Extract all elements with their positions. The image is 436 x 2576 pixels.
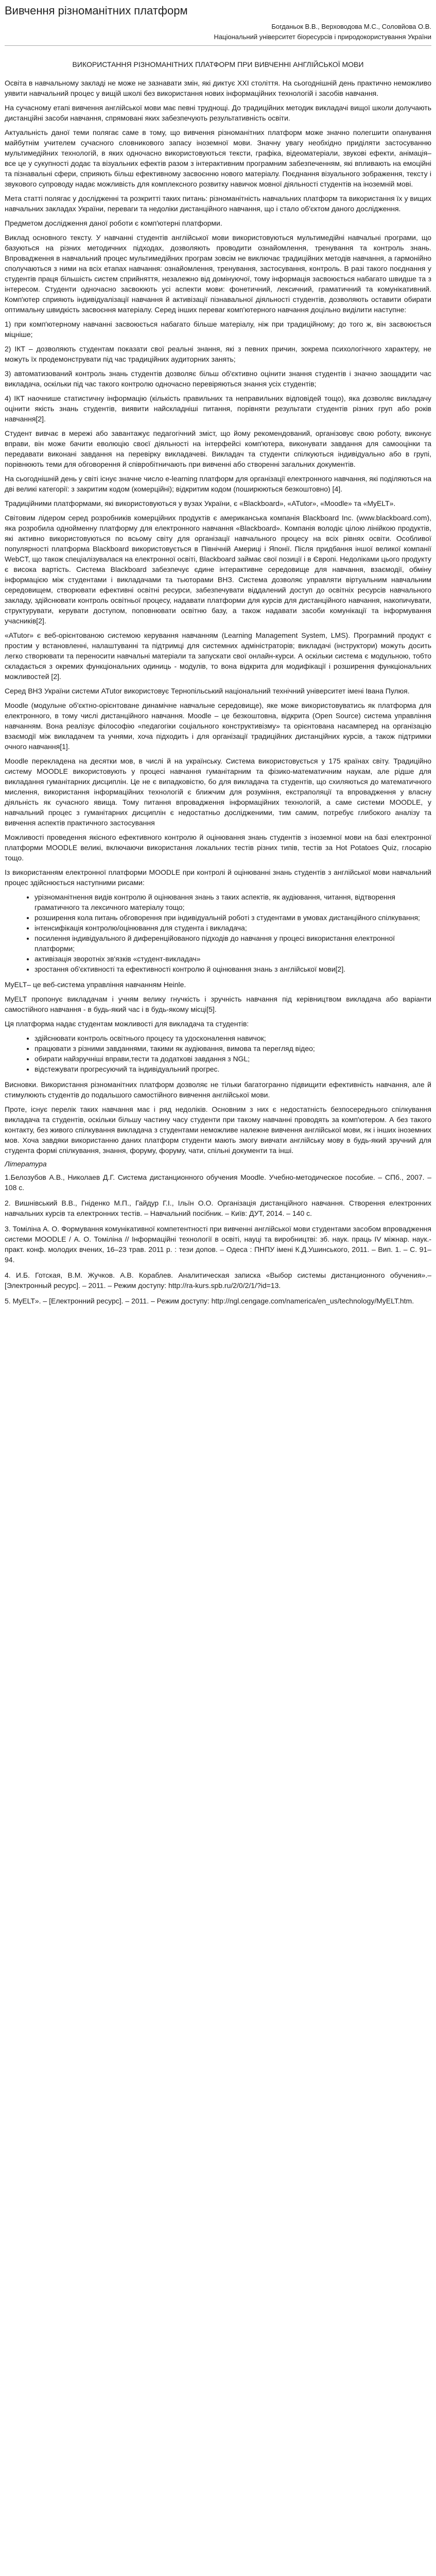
paragraph: Студент вивчає в мережі або завантажує педагогічний зміст, що йому рекомендований, організовує свою роботу, виконує вправи, він може бачити еволюцію своєї діяльності на інтерфейсі комп'ютера, виконувати завдання для самооцінки та передавати виконані завдання на перевірку викладачеві. Викладач та студенти спілкуються індивідуально або в групі, порівнюють теми для обговорення й співробітничають при вивченні або створенні загальних документів. xyxy=(5,429,431,468)
paragraph: Можливості проведення якісного ефективного контролю й оцінювання знань студентів з іноземної мови на базі електронної платформи MOODLE великі, включаючи використання локальних тестів різних типів, тестів за Hot Potatoes Quiz, глосарію тощо. xyxy=(5,833,431,862)
list-item: • активізація зворотніх зв'язків «студент-викладач» xyxy=(34,954,431,964)
references-list xyxy=(5,1172,431,1306)
references-heading: Література xyxy=(5,1160,47,1168)
paragraph: Із використанням електронної платформи MOODLE при контролі й оцінюванні знань студентів з англійської мови навчальний процес здійснюється наступними рисами: xyxy=(5,868,431,887)
list-item: • відстежувати прогресуючий та індивідуальний прогрес. xyxy=(34,1064,431,1074)
platforms-section xyxy=(5,428,431,888)
list-item: • здійснювати контроль освітнього процесу та удосконалення навичок; xyxy=(34,1033,431,1043)
paragraph: Освіта в навчальному закладі не може не зазнавати змін, які диктує XXI століття. На сьогоднішній день практично неможливо уявити навчальний процес у вищій школі без використання нових інформаційних технологій і засобів навчання. xyxy=(5,79,431,97)
numbered-item: 2) ІКТ – дозволяють студентам показати свої реальні знання, які з певних причин, зокрема психологічного характеру, не можуть їх продемонструвати під час традиційних аудиторних занять; xyxy=(5,345,431,363)
article-heading: ВИКОРИСТАННЯ РІЗНОМАНІТНИХ ПЛАТФОРМ ПРИ ВИВЧЕННІ АНГЛІЙСЬКОЇ МОВИ xyxy=(72,60,364,69)
list-item: • інтенсифікація контролю/оцінювання для студента і викладача; xyxy=(34,923,431,933)
numbered-item: 3) автоматизований контроль знань студентів дозволяє більш об'єктивно оцінити знання студентів і значно заощадити час викладача, оскільки під час такого контролю одночасно перевіряються знання усіх студентів; xyxy=(5,369,431,388)
numbered-list xyxy=(5,319,431,424)
paragraph: Серед ВНЗ України системи ATutor використовує Тернопільський національний технічний університет імені Івана Пулюя. xyxy=(5,687,410,695)
list-item: • зростання об'єктивності та ефективності контролю й оцінювання знань з англійської мови[2]. xyxy=(34,964,431,974)
list-item: • працювати з різними завданнями, такими як аудіювання, вимова та перегляд відео; xyxy=(34,1043,431,1054)
list-item: • розширення кола питань обговорення при індивідуальній роботі з студентами в умовах дистанційного спілкування; xyxy=(34,912,431,923)
myelt-section xyxy=(5,979,431,1029)
paragraph: «ATutor» є веб-орієнтованою системою керування навчанням (Learning Management System, LMS). Програмний продукт є простим у встановленні, налаштуванні та підтримці для системних адміністраторів; викладачі (інструктори) можуть досить легко створювати та переносити навчальні матеріали та запускати свої онлайн-курси. А оскільки система є модульною, тобто складається з окремих функціональних одиниць - модулів, то вона відкрита для модифікації і розширення функціональних можливостей [2]. xyxy=(5,631,431,681)
paragraph: MyELT– це веб-система управління навчанням Heinle. xyxy=(5,980,186,989)
paragraph: На сучасному етапі вивчення англійської мови має певні труднощі. До традиційних методик викладачі вищої школи долучають дистанційні засоби навчання, спрямовані яких забезпечують результативність освіти. xyxy=(5,104,431,122)
bullet-list-myelt xyxy=(5,1033,431,1074)
bullet-list-moodle xyxy=(5,892,431,974)
paragraph: Ця платформа надає студентам можливості для викладача та студентів: xyxy=(5,1020,249,1028)
paragraph: Світовим лідером серед розробників комерційних продуктів є американська компанія Blackboard Inc. (www.blackboard.com), яка розробила однойменну платформу для електронного навчання «Blackboard». Компанія володіє цілою лінійкою продуктів, які активно використовуються по всьому світу для організації навчального процесу на всіх рівнях освіти. Особливої популярності платформа Blackboard використовується в Північній Америці і Японії. Після придбання іншої великої компанії WebCT, що також спеціалізувалася на електронної освіті, Blackboard займає свої позиції і в Європі. Недоліками цього продукту є висока вартість. Система Blackboard забезпечує єдине інтерактивне середовище для навчання, взаємодії, обміну інформацією між студентами і викладачами та тьюторами ВНЗ. Система дозволяє управляти віртуальним навчальним середовищем, створювати ефективні освітні ресурси, забезпечувати віддалений доступ до освітніх ресурсів навчального закладу, здійснювати контроль освітньої процесу, надавати платформи для курсів для дистанційного навчання, накопичувати, структурувати, керувати доступом, поповнювати освітню базу, а також надавати засоби комунікації та інформування учасників[2]. xyxy=(5,514,431,625)
paragraph: Традиційними платформами, які використовуються у вузах України, є «Blackboard», «ATutor», «Moodle» та «MyELT». xyxy=(5,499,396,507)
intro-section xyxy=(5,78,431,315)
paragraph: Проте, існує перелік таких навчання має і ряд недоліків. Основним з них є недостатність безпосереднього спілкування викладача та студентів, оскільки більшу частину часу студенти при такому навчанні проводять за комп'ютером. А без такого контакту, без живого спілкування викладача з студентами неможливе належне вивчення англійської мови, як і інших іноземних мов. Хоча завдяки використанню даних платформ студенти мають змогу вивчати англійську мову в будь-який зручний для студента формі спілкування, знання, форуму, форуму, чати, спільні документи та інші. xyxy=(5,1105,431,1155)
paragraph: Виклад основного тексту. У навчанні студентів англійської мови використовуються мультимедійні навчальні програми, що базуються на різних методичних підходах, дозволяють проводити ознайомлення, тренування та контроль знань. Впровадження в навчальний процес мультимедійних програм зовсім не виключає традиційних методів навчання, а гармонійно сполучаються з ними на всіх етапах навчання: ознайомлення, тренування, застосування, контроль. В разі такого поєднання у студентів праця більшість систем сприйняття, незалежно від домінуючої, тому інформація засвоюється набагато швидше та з інтересом. Студенти одночасно засвоюють усі аспекти мови: фонетичний, лексичний, граматичний та комунікативний. Комп'ютер сприяють індивідуалізації навчання й активізації пізнавальної діяльності студентів, дозволяють оставити обирати оптимальну швидкість засвоєння матеріалу. Серед інших переваг комп'ютерного навчання доцільно виділити наступне: xyxy=(5,233,431,314)
reference-item: 4. И.Б. Готская, В.М. Жучков. А.В. Кораблев. Аналитическая записка «Выбор системы дистанционного обучения».– [Электронный ресурс]. – 2011. – Режим доступу: http://ra-kurs.spb.ru/2/0/2/1/?id=13. xyxy=(5,1271,431,1290)
numbered-item: 1) при комп'ютерному навчанні засвоюється набагато більше матеріалу, ніж при традиційному; до того ж, він засвоюється міцніше; xyxy=(5,320,431,338)
paragraph: Мета статті полягає у дослідженні та розкритті таких питань: різноманітність навчальних платформ та використання їх у вищих навчальних закладах України, переваги та недоліки дистанційного навчання, що і стало об'єктом даного дослідження. xyxy=(5,194,431,213)
numbered-item: 4) ІКТ наочнише статистичну інформацію (кількість правильних та неправильних відповідей тощо), яка дозволяє викладачу оцінити якість знань студентів, виявити найскладніші питання, порівняти результати студентів різних груп або років навчання[2]. xyxy=(5,394,431,423)
paragraph: Moodle перекладена на десятки мов, в числі й на українську. Система використовується у 175 країнах світу. Традиційно систему MOODLE використовують у процесі навчання гуманітарним та фізико-математичним наукам, але рідше для викладання гуманітарних дисциплін. Це не є випадковістю, бо для викладача та студентів, що схиляються до математичного мислення, використання інформаційних технологій є ближчим для розуміння, екстраполяції та впровадження у власну діяльність як сучасного явища. Тому питання впровадження інформаційних технологій, а саме системи MOODLE, у навчальний процес з гуманітарних дисциплін є недостатньо дослідженими, тим самим, потребує глибокого аналізу та вивчення аспектів практичного застосування xyxy=(5,757,431,827)
reference-item: 5. MyELT». – [Електронний ресурс]. – 2011. – Режим доступу: http://ngl.cengage.com/namerica/en_us/technology/MyELT.htm. xyxy=(5,1297,414,1305)
paragraph: Висновки. Використання різноманітних платформ дозволяє не тільки багатогранно підвищити ефективність навчання, але й стимулюють студентів до подальшого самостійного вивчення англійської мови. xyxy=(5,1080,431,1099)
list-item: • посилення індивідуального й диференційованого підходів до навчання у процесі використання електронної платформи; xyxy=(34,933,431,954)
paragraph: Актуальність даної теми полягає саме в тому, що вивчення різноманітних платформ може значно полегшити опанування майбутнім учителем сучасного словникового запасу іноземної мови. Значну увагу необхідно приділяти застосуванню мультимедійних технологій, в яких одночасно використовуються тексти, графіка, відеоматеріали, звукові ефекти, анімація– все це у сукупності додає та візуальних ефектів разом з інтерактивним програмним забезпеченням, які впливають на емоційні та пізнавальні сфери, сприяють більш ефективному засвоєнню нового матеріалу. Поєднання візуального зображення, тексту і звукового супроводу надає можливість для комплексного розвитку навичок мовної діяльності студентів на іноземній мові. xyxy=(5,128,431,188)
page-title: Вивчення різноманітних платформ xyxy=(5,4,188,17)
list-item: • обирати найзручніші вправи,тести та додаткові завдання з NGL; xyxy=(34,1054,431,1064)
paragraph: MyELT пропонує викладачам і учням велику гнучкість і зручність навчання під керівництвом викладача або варіанти самостійного навчання - в будь-який час і в будь-якому місці[5]. xyxy=(5,995,431,1013)
reference-item: 3. Томіліна А. О. Формування комунікативної компетентності при вивченні англійської мови студентами засобом впровадження системи MOODLE / А. О. Томіліна // Інформаційні технології в освіті, науці та виробництві: зб. наук. праць ІV міжнар. наук.-практ. конф. молодих вчених, 16–23 трав. 2011 р. : тези допов. – Одеса : ПНПУ імені К.Д.Ушинського, 2011. – Вип. 1. – С. 91–94. xyxy=(5,1225,431,1264)
conclusion-section xyxy=(5,1079,431,1156)
paragraph: Предметом дослідження даної роботи є комп'ютерні платформи. xyxy=(5,219,222,227)
reference-item: 2. Вишнівський В.В., Гніденко М.П., Гайдур Г.І., Ільїн О.О. Організація дистанційного навчання. Створення електронних навчальних курсів та електронних тестів. – Навчальний посібник. – Київ: ДУТ, 2014. – 140 с. xyxy=(5,1199,431,1217)
list-item: • урізноманітнення видів контролю й оцінювання знань з таких аспектів, як аудіювання, читання, відтворення граматичного та лексичного матеріалу тощо; xyxy=(34,892,431,912)
reference-item: 1.Белозубов А.В., Николаев Д.Г. Система дистанционного обучения Moodle. Учебно-методическое пособие. – СПб., 2007. – 108 с. xyxy=(5,1173,431,1192)
authors-line: Богданьок В.В., Верховодова М.С., Соловйова О.В. xyxy=(271,23,431,30)
paragraph: На сьогоднішній день у світі існує значне число e-learning платформ для організації електронного навчання, які поділяються на дві великі категорії: з закритим кодом (комерційні); відкритим кодом (поширюються безкоштовно) [4]. xyxy=(5,474,431,493)
affiliation-line: Національний університет біоресурсів і природокористування України xyxy=(5,32,431,46)
paragraph: Moodle (модульне об'єктно-орієнтоване динамічне навчальне середовище), яке може використовуватись як платформа для електронного, в тому числі дистанційного навчання. Moodle – це безкоштовна, відкрита (Open Source) система управління навчанням. Вона реалізує філософію «педагогіки соціального конструктивізму» та орієнтована насамперед на організацію взаємодії між викладачем та учнями, хоча підходить і для організації традиційних дистанційних курсів, а також підтримки очного навчання[1]. xyxy=(5,701,431,751)
